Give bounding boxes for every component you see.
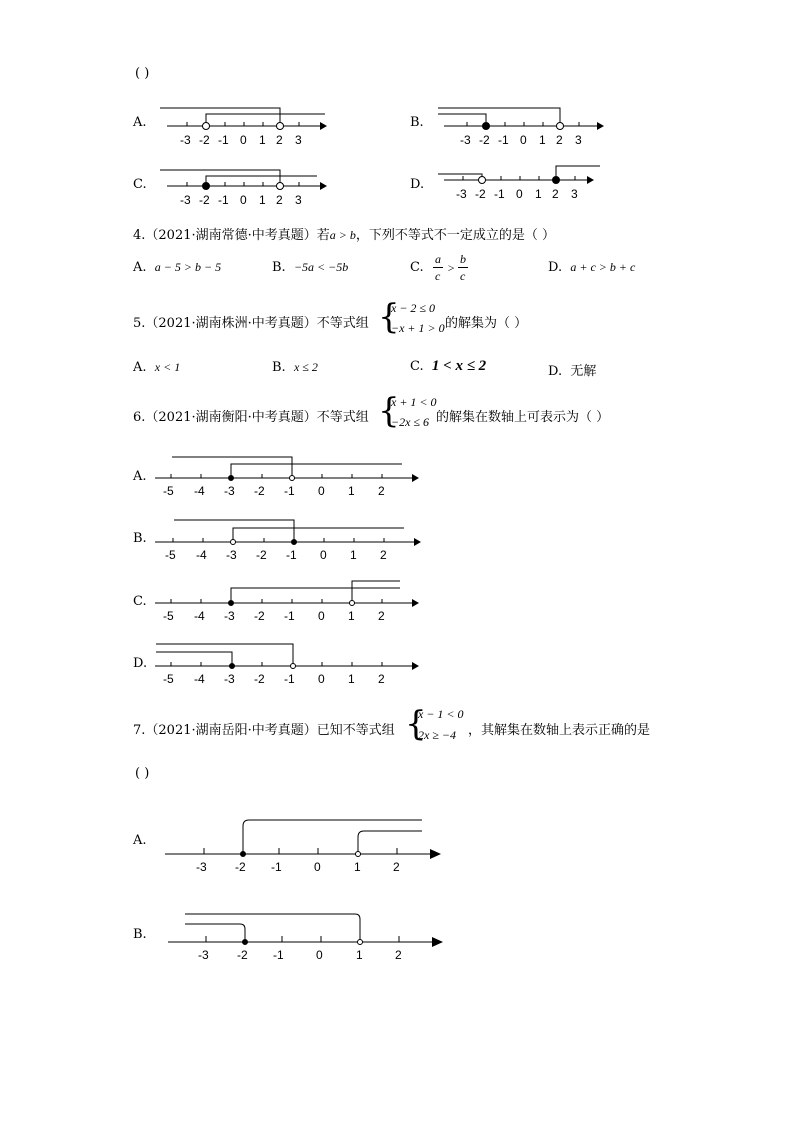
q4-stem-end: ，下列不等式不一定成立的是（ ） bbox=[355, 228, 556, 243]
tick-label: -1 bbox=[271, 860, 282, 874]
tick-label: -3 bbox=[180, 133, 191, 147]
tick-label: 1 bbox=[348, 609, 355, 623]
tick-label: 0 bbox=[318, 672, 325, 686]
q7-option-a-number-line[interactable] bbox=[160, 812, 460, 877]
tick-label: 3 bbox=[295, 133, 302, 147]
q5-stem: 5.（2021·湖南株洲·中考真题）不等式组 bbox=[133, 316, 369, 331]
q3-option-d-label[interactable]: D. bbox=[410, 177, 425, 192]
tick-label: -2 bbox=[479, 133, 490, 147]
tick-label: 3 bbox=[295, 193, 302, 207]
tick-label: 0 bbox=[240, 193, 247, 207]
tick-label: -1 bbox=[494, 187, 505, 201]
tick-label: -2 bbox=[475, 187, 486, 201]
tick-label: 2 bbox=[395, 948, 402, 962]
tick-label: -4 bbox=[194, 672, 205, 686]
q6-stem: 6.（2021·湖南衡阳·中考真题）不等式组 bbox=[133, 410, 369, 425]
q3-option-a-label[interactable]: A. bbox=[133, 115, 147, 130]
q7-blank: ( ) bbox=[135, 766, 150, 781]
tick-label: 1 bbox=[356, 948, 363, 962]
q3-option-c-label[interactable]: C. bbox=[133, 177, 147, 192]
q4-stem bbox=[133, 224, 555, 243]
q6-system-line1: x + 1 < 0 bbox=[391, 395, 437, 409]
q7-system-line2: 2x ≥ −4 bbox=[418, 728, 457, 742]
q6-option-d-label[interactable]: D. bbox=[133, 656, 148, 671]
tick-label: -2 bbox=[254, 672, 265, 686]
tick-label: 0 bbox=[320, 548, 327, 562]
q3-option-a-number-line[interactable] bbox=[155, 100, 335, 150]
q5-brace: { bbox=[378, 297, 400, 337]
tick-label: -1 bbox=[218, 133, 229, 147]
q5-option-b[interactable]: B. x ≤ 2 bbox=[272, 360, 318, 375]
q5-option-a[interactable]: A. x < 1 bbox=[133, 360, 181, 375]
tick-label: 1 bbox=[348, 672, 355, 686]
q7-brace: { bbox=[405, 704, 427, 744]
q5-system-line1: x − 2 ≤ 0 bbox=[391, 301, 436, 315]
tick-label: -2 bbox=[254, 484, 265, 498]
tick-label: -3 bbox=[198, 948, 209, 962]
tick-label: -4 bbox=[194, 484, 205, 498]
tick-label: 2 bbox=[393, 860, 400, 874]
q6-option-c-label[interactable]: C. bbox=[133, 594, 147, 609]
tick-label: 2 bbox=[378, 484, 385, 498]
tick-label: 2 bbox=[556, 133, 563, 147]
tick-label: 2 bbox=[276, 133, 283, 147]
tick-label: 2 bbox=[552, 187, 559, 201]
tick-label: -1 bbox=[284, 609, 295, 623]
q6-option-b-label[interactable]: B. bbox=[133, 531, 147, 546]
q5-stem-end: 的解集为（ ） bbox=[445, 316, 528, 331]
q4-option-a[interactable]: A. a − 5 > b − 5 bbox=[133, 260, 222, 275]
tick-label: 0 bbox=[314, 860, 321, 874]
tick-label: -2 bbox=[199, 133, 210, 147]
tick-label: -1 bbox=[284, 484, 295, 498]
tick-label: 0 bbox=[318, 609, 325, 623]
q6-option-d-number-line[interactable] bbox=[150, 638, 430, 688]
tick-label: -3 bbox=[196, 860, 207, 874]
tick-label: -3 bbox=[224, 609, 235, 623]
q6-option-a-number-line[interactable] bbox=[150, 450, 430, 500]
tick-label: -5 bbox=[165, 548, 176, 562]
q7-stem: 7.（2021·湖南岳阳·中考真题）已知不等式组 bbox=[133, 723, 395, 738]
tick-label: 0 bbox=[318, 484, 325, 498]
q6-brace: { bbox=[378, 391, 400, 431]
tick-label: -5 bbox=[163, 672, 174, 686]
tick-label: -5 bbox=[163, 484, 174, 498]
q7-system-line1: x − 1 < 0 bbox=[418, 707, 464, 721]
tick-label: -4 bbox=[196, 548, 207, 562]
q3-option-b-number-line[interactable] bbox=[432, 100, 612, 150]
q3-blank: ( ) bbox=[135, 66, 150, 81]
tick-label: -2 bbox=[256, 548, 267, 562]
q7-option-b-label[interactable]: B. bbox=[133, 927, 147, 942]
tick-label: -2 bbox=[237, 948, 248, 962]
q7-option-a-label[interactable]: A. bbox=[133, 833, 147, 848]
tick-label: -3 bbox=[226, 548, 237, 562]
tick-label: 1 bbox=[259, 193, 266, 207]
tick-label: -3 bbox=[224, 484, 235, 498]
q4-condition: a > b bbox=[329, 228, 356, 242]
tick-label: -5 bbox=[163, 609, 174, 623]
q6-option-b-number-line[interactable] bbox=[150, 514, 430, 564]
tick-label: -1 bbox=[286, 548, 297, 562]
tick-label: -1 bbox=[218, 193, 229, 207]
tick-label: 1 bbox=[535, 187, 542, 201]
tick-label: -3 bbox=[224, 672, 235, 686]
tick-label: -1 bbox=[284, 672, 295, 686]
q4-option-c-fraction: a c > b c bbox=[435, 252, 466, 283]
q3-option-d-number-line[interactable] bbox=[432, 160, 612, 210]
tick-label: -3 bbox=[460, 133, 471, 147]
q6-option-c-number-line[interactable] bbox=[150, 576, 430, 626]
tick-label: 0 bbox=[316, 948, 323, 962]
tick-label: -4 bbox=[194, 609, 205, 623]
tick-label: 2 bbox=[276, 193, 283, 207]
tick-label: 1 bbox=[350, 548, 357, 562]
tick-label: 0 bbox=[520, 133, 527, 147]
tick-label: 0 bbox=[240, 133, 247, 147]
tick-label: 3 bbox=[571, 187, 578, 201]
q5-option-d[interactable]: D. 无解 bbox=[548, 364, 597, 379]
tick-label: -1 bbox=[498, 133, 509, 147]
q5-option-c[interactable]: C. 1 < x ≤ 2 bbox=[410, 358, 487, 374]
tick-label: 2 bbox=[378, 609, 385, 623]
q6-option-a-label[interactable]: A. bbox=[133, 469, 147, 484]
q4-stem-start: 4.（2021·湖南常德·中考真题）若 bbox=[133, 228, 330, 243]
q5-system-line2: −x + 1 > 0 bbox=[391, 321, 445, 335]
q3-option-b-label[interactable]: B. bbox=[410, 115, 424, 130]
tick-label: 2 bbox=[380, 548, 387, 562]
tick-label: 1 bbox=[348, 484, 355, 498]
q6-system-line2: −2x ≤ 6 bbox=[391, 415, 430, 429]
tick-label: -3 bbox=[180, 193, 191, 207]
tick-label: -2 bbox=[235, 860, 246, 874]
tick-label: -2 bbox=[254, 609, 265, 623]
tick-label: 3 bbox=[575, 133, 582, 147]
tick-label: 1 bbox=[354, 860, 361, 874]
tick-label: -2 bbox=[199, 193, 210, 207]
q6-stem-end: 的解集在数轴上可表示为（ ） bbox=[436, 410, 610, 425]
tick-label: 2 bbox=[378, 672, 385, 686]
q4-option-b[interactable]: B. −5a < −5b bbox=[272, 260, 349, 275]
q4-option-c-label[interactable]: C. bbox=[410, 260, 424, 275]
tick-label: 1 bbox=[539, 133, 546, 147]
q3-option-c-number-line[interactable] bbox=[155, 162, 335, 212]
q7-option-b-number-line[interactable] bbox=[160, 905, 460, 970]
tick-label: 1 bbox=[259, 133, 266, 147]
tick-label: 0 bbox=[516, 187, 523, 201]
tick-label: -1 bbox=[273, 948, 284, 962]
q7-stem-end: ，其解集在数轴上表示正确的是 bbox=[468, 723, 651, 738]
q4-option-d[interactable]: D. a + c > b + c bbox=[548, 260, 636, 275]
tick-label: -3 bbox=[456, 187, 467, 201]
